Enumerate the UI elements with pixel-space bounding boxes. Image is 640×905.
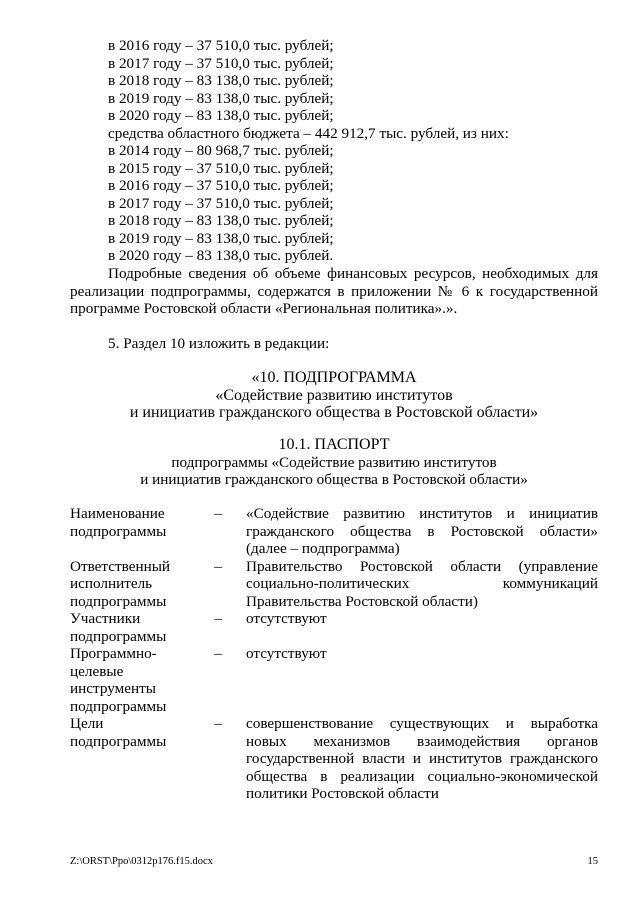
row-value [246,610,598,628]
row-value-line: Правительства Ростовской области) [246,592,478,610]
section-heading [70,369,598,422]
passport-row-participants [70,610,598,645]
budget-line: в 2016 году – 37 510,0 тыс. рублей; [108,177,334,194]
footer-file-path: Z:\ORST\Ppo\0312p176.f15.docx [70,856,213,867]
passport-heading-subtitle: и инициатив гражданского общества в Ростовской области» [140,471,528,488]
row-label-line: Программно- [70,645,157,662]
row-value-line: отсутствуют [246,645,327,662]
passport-row-instruments [70,645,598,715]
budget-line: в 2018 году – 83 138,0 тыс. рублей; [108,212,334,229]
row-label [70,558,190,611]
row-label-line: Участники [70,610,141,627]
row-value [246,645,598,663]
row-label [70,610,190,645]
row-value-line: новых механизмов взаимодействия органов [246,732,598,750]
row-value-line: (далее – подпрограмма) [246,540,400,557]
row-label-line: Цели [70,715,104,732]
row-value [246,558,598,611]
row-value-line: совершенствование существующих и выработка [246,715,598,732]
row-label-line: подпрограммы [70,697,167,715]
budget-line: средства областного бюджета – 442 912,7 тыс. рублей, из них: [108,124,509,142]
section-heading-subtitle: и инициатив гражданского общества в Ростовской области» [129,404,539,421]
row-label-line: подпрограммы [70,592,167,610]
budget-list [108,37,598,265]
row-label-line: подпрограммы [70,732,167,750]
row-value-line: Правительство Ростовской области (управление [246,557,598,575]
row-label-line: подпрограммы [70,522,167,540]
row-value-line: политики Ростовской области [246,785,439,802]
passport-row-goals [70,715,598,803]
row-dash: – [214,610,222,627]
row-value-line: отсутствуют [246,610,327,627]
budget-line: в 2020 году – 83 138,0 тыс. рублей. [108,247,334,264]
passport-row-executor [70,558,598,611]
row-dash: – [214,557,222,575]
row-label-line: инструменты [70,680,156,697]
row-label-line: подпрограммы [70,627,167,645]
budget-line: в 2019 году – 83 138,0 тыс. рублей; [108,89,334,107]
row-label [70,645,190,715]
budget-line: в 2018 году – 83 138,0 тыс. рублей; [108,72,334,89]
passport-heading-title: 10.1. ПАСПОРТ [278,436,390,453]
row-value-line: социально-политических коммуникаций [246,575,598,592]
row-label-line: целевые [70,662,124,680]
budget-line: в 2016 году – 37 510,0 тыс. рублей; [108,37,334,54]
budget-line: в 2019 году – 83 138,0 тыс. рублей; [108,229,334,247]
details-paragraph: Подробные сведения об объеме финансовых ресурсов, необходимых для реализации подпрограммы, содержатся в приложении № 6 к государственной программе Ростовской области «Региональная политика».». [70,265,598,317]
row-value [246,715,598,803]
row-label [70,715,190,750]
row-value-line: «Содействие развитию институтов и инициатив [246,505,598,522]
row-dash: – [214,715,222,732]
budget-line: в 2017 году – 37 510,0 тыс. рублей; [108,194,334,212]
passport-row-name [70,505,598,558]
row-label-line: исполнитель [70,575,153,592]
row-value-line: государственной власти и институтов гражданского [246,750,598,767]
section-heading-title: «10. ПОДПРОГРАММА [251,369,417,386]
budget-line: в 2017 году – 37 510,0 тыс. рублей; [108,54,334,72]
row-value-line: гражданского общества в Ростовской области» [246,522,598,540]
row-dash: – [214,645,222,662]
passport-table [70,505,598,803]
section-item: 5. Раздел 10 изложить в редакции: [108,335,330,352]
section-heading-subtitle: «Содействие развитию институтов [215,386,453,404]
row-dash: – [214,505,222,522]
row-label [70,505,190,540]
row-label-line: Ответственный [70,557,171,575]
footer-page-number: 15 [587,856,598,867]
budget-line: в 2015 году – 37 510,0 тыс. рублей; [108,159,334,177]
row-value-line: общества в реализации социально-экономической [246,767,598,785]
budget-line: в 2020 году – 83 138,0 тыс. рублей; [108,107,334,124]
passport-heading-subtitle: подпрограммы «Содействие развитию институтов [171,453,497,471]
row-label-line: Наименование [70,505,165,522]
row-value [246,505,598,558]
budget-line: в 2014 году – 80 968,7 тыс. рублей; [108,142,334,159]
passport-heading [70,436,598,489]
